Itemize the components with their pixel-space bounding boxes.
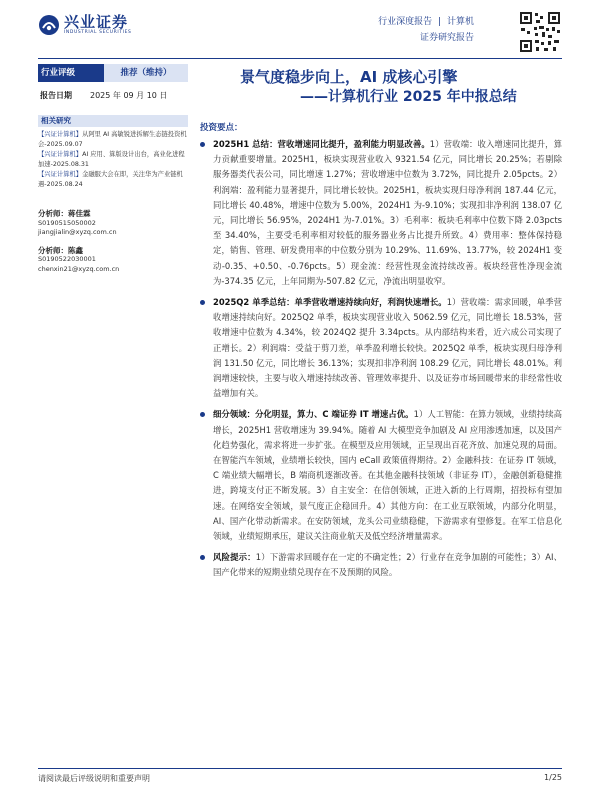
report-group: 证券研究报告 — [419, 33, 474, 43]
summary-paragraph — [200, 137, 562, 289]
page-number: 1/25 — [544, 773, 562, 782]
analyst-name: 蒋佳霖 — [68, 209, 91, 218]
logo-en-text: INDUSTRIAL SECURITIES — [64, 30, 132, 35]
summary-paragraph — [200, 295, 562, 401]
summary-paragraph — [200, 407, 562, 544]
investment-points-label: 投资要点： — [200, 123, 243, 133]
left-sidebar — [38, 64, 188, 282]
analyst-cert: S0190515050002 — [38, 218, 96, 227]
analyst-card: 分析师：陈鑫 S0190522030001 chenxin21@xyzq.com.cn — [38, 246, 188, 275]
analyst-email[interactable]: jiangjialin@xyzq.com.cn — [38, 228, 117, 236]
paragraph-lead: 2025H1 总结：营收增速同比提升，盈利能力明显改善。 — [213, 139, 430, 149]
rating-value: 推荐（维持） — [104, 64, 188, 82]
logo-mark-icon — [38, 14, 60, 36]
footer-disclaimer[interactable]: 请阅读最后评级说明和重要声明 — [38, 774, 150, 783]
risk-paragraph — [200, 550, 562, 580]
date-value: 2025 年 09 月 10 日 — [90, 91, 168, 100]
bullet-icon — [200, 142, 205, 147]
paragraph-lead: 2025Q2 单季总结：单季营收增速持续向好，利润快速增长。 — [213, 297, 447, 308]
related-item[interactable]: 【兴证计算机】AI 应用、算版设计出台，高业化进程加速-2025.08.31 — [38, 151, 185, 168]
report-date — [38, 90, 188, 101]
paragraph-lead: 风险提示： — [213, 552, 256, 563]
bullet-icon — [200, 300, 205, 305]
bullet-icon — [200, 555, 205, 560]
paragraph-body: 1）下游需求回暖存在一定的不确定性；2）行业存在竞争加剧的可能性；3）AI、国产化带来的短期业绩兑现存在不及预期的风险。 — [213, 552, 562, 578]
qr-code-icon — [518, 10, 562, 54]
report-subtitle: ——计算机行业 2025 年中报总结 — [300, 89, 517, 105]
related-item[interactable]: 【兴证计算机】金融服大会在即，关注华为产业链机遇-2025.08.24 — [38, 171, 183, 188]
logo-cn-text: 兴业证券 — [64, 13, 129, 31]
company-logo — [38, 14, 132, 36]
date-label: 报告日期 — [40, 91, 72, 100]
analyst-name: 陈鑫 — [68, 245, 83, 255]
related-research-title: 相关研究 — [38, 115, 188, 127]
rating-label: 行业评级 — [38, 64, 104, 82]
paragraph-lead: 细分领域：分化明显，算力、C 端证券 IT 增速占优。 — [213, 409, 414, 420]
main-content — [200, 137, 562, 581]
header-separator: | — [438, 17, 442, 27]
report-title: 景气度稳步向上，AI 成核心引擎 — [240, 68, 458, 86]
page-header — [38, 10, 562, 58]
analyst-section — [38, 209, 188, 274]
related-research-list — [38, 130, 188, 189]
paragraph-body: 1）营收端：收入增速同比提升，算力贡献重要增量。2025H1，板块实现营业收入 9321.54 亿元，同比增长 20.25%；若剔除服务器类代表公司，同比增速 1.27%；营收增速中位数为 3.72%，同比提升 2.05pcts。2）利润端：盈利能力显著提升，同比增长较快。2025H1，板块实现归母净利润 187.44 亿元，同比增长 40.48%，增速中位数为 5.00%，2024H1 为-9.10%；实现扣非净利润 138.07 亿元，同比增长 56.95%，2024H1 为-7.01%。3）毛利率：板块毛利率中位数下降 2.03pcts 至 34.40%，主要受毛利率相对较低的服务器业务占比提升所致。4）费用率：整体保持稳定，销售、管理、研发费用率的中位数分别为 10.29%、11.69%、13.77%，较 2024H1 变动-0.35、+0.50、-0.76pcts。5）现金流：经营性现金流持续改善。板块经营性净现金流为-374.35 亿元，上年同期为-507.82 亿元，净流出明显收窄。 — [213, 139, 563, 286]
related-item[interactable]: 【兴证计算机】从阿里 AI 高敏锐进拆解生态链投资机会-2025.09.07 — [38, 131, 187, 148]
report-meta — [378, 14, 474, 46]
analyst-email[interactable]: chenxin21@xyzq.com.cn — [38, 264, 120, 273]
bullet-icon — [200, 412, 205, 417]
analyst-cert: S0190522030001 — [38, 255, 96, 263]
report-type: 行业深度报告 — [378, 17, 433, 27]
footer-divider — [38, 768, 562, 769]
industry-rating — [38, 64, 188, 82]
header-divider — [38, 58, 562, 59]
paragraph-body: 1）人工智能：在算力领域，业绩持续高增长，2025H1 营收增速为 39.94%。随着 AI 大模型竞争加剧及 AI 应用渗透加速，以及国产化趋势强化，需求将进一步扩张。在模型及应用领域，正呈现出百花齐放、加速兑现的局面。在智能汽车领域，业绩增长较快，国内 eCall 政策值得期待。2）金融科技：在证券 IT 领域，C 端业绩大幅增长，B 端商机逐渐改善。在其他金融科技领域（非证券 IT），金融创新稳健推进，跨境支付正不断发展。3）自主安全：在信创领域，正进入新的上行周期，招投标有望加速。在网络安全领域，景气度正企稳回升。4）其他方向：在工业互联领域，内部分化明显，AI、国产化带动新需求。在安防领域，龙头公司业绩稳健，下游需求有望修复。在军工信息化领域，业绩短期承压，建议关注商业航天及低空经济增量需求。 — [213, 409, 562, 542]
analyst-card: 分析师：蒋佳霖 S0190515050002 jiangjialin@xyzq.com.cn — [38, 209, 188, 238]
paragraph-body: 1）营收端：需求回暖，单季营收增速持续向好。2025Q2 单季，板块实现营业收入 5062.59 亿元，同比增长 18.53%，营收增速中位数为 4.34%，较 2024Q2 提升 3.34pcts。从内部结构来看，近六成公司实现了正增长。2）利润端：受益于剪刀差，单季盈利增长较快。2025Q2 单季，板块实现归母净利润 131.50 亿元，同比增长 36.13%；实现扣非净利润 108.29 亿元，同比增长 48.01%。利润增速较快，主要与收入增速持续改善、管理效率提升、以及证券市场回暖带来的非经常性收益增加有关。 — [213, 297, 563, 399]
report-industry: 计算机 — [446, 17, 474, 27]
